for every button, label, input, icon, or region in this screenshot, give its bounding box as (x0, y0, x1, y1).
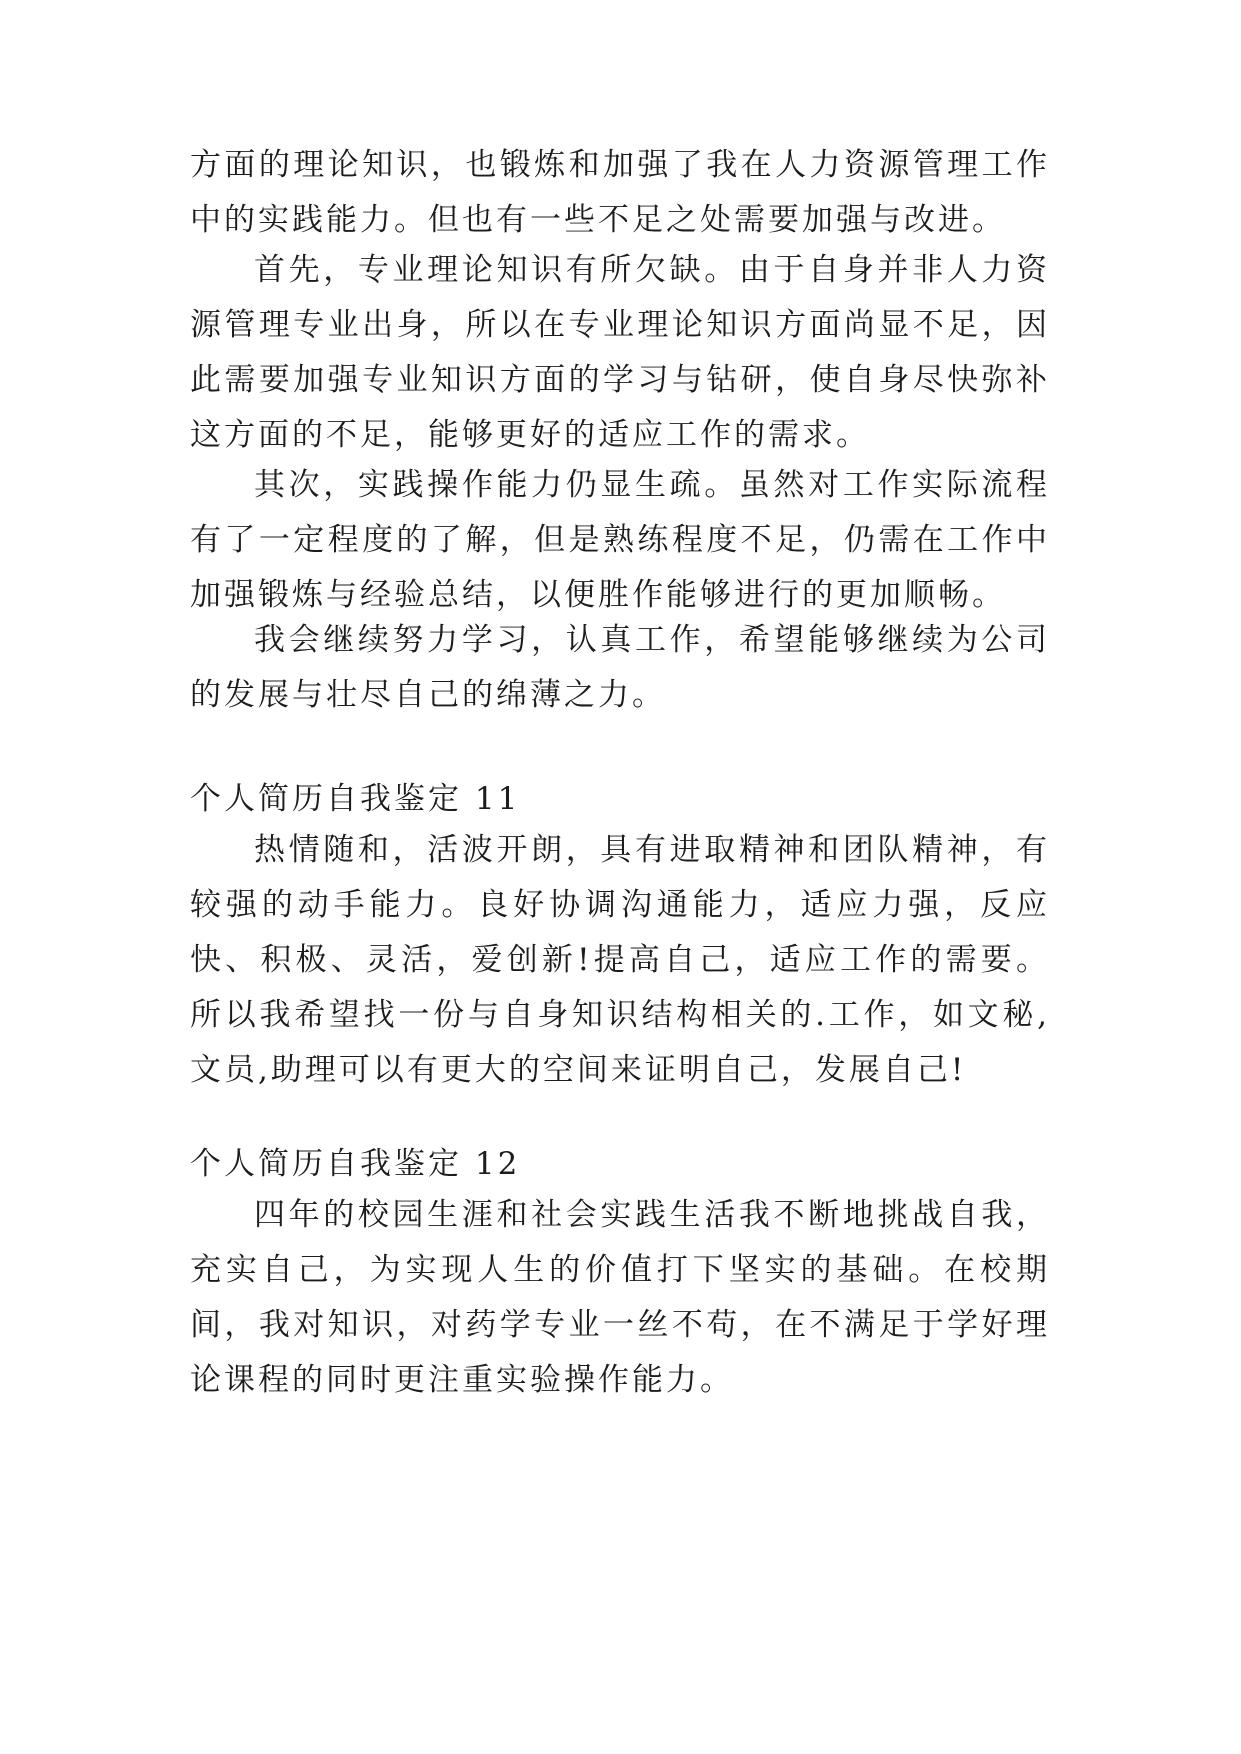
paragraph-continued: 方面的理论知识，也锻炼和加强了我在人力资源管理工作中的实践能力。但也有一些不足之处需要加强与改进。 (190, 147, 1050, 238)
section-12-paragraph: 四年的校园生涯和社会实践生活我不断地挑战自我，充实自己，为实现人生的价值打下坚实的基础。在校期间，我对知识，对药学专业一丝不苟，在不满足于学好理论课程的同时更注重实验操作能力。 (190, 1197, 1050, 1398)
section-heading-12: 个人简历自我鉴定 12 (190, 1146, 521, 1182)
paragraph-closing: 我会继续努力学习，认真工作，希望能够继续为公司的发展与壮尽自己的绵薄之力。 (190, 622, 1050, 713)
section-11-paragraph: 热情随和，活波开朗，具有进取精神和团队精神，有较强的动手能力。良好协调沟通能力，适应力强，反应快、积极、灵活，爱创新!提高自己，适应工作的需要。所以我希望找一份与自身知识结构相关的.工作，如文秘,文员,助理可以有更大的空间来证明自己，发展自己! (190, 832, 1050, 1088)
paragraph-first-point: 首先，专业理论知识有所欠缺。由于自身并非人力资源管理专业出身，所以在专业理论知识方面尚显不足，因此需要加强专业知识方面的学习与钻研，使自身尽快弥补这方面的不足，能够更好的适应工作的需求。 (190, 252, 1050, 453)
section-heading-11: 个人简历自我鉴定 11 (190, 781, 521, 817)
paragraph-second-point: 其次，实践操作能力仍显生疏。虽然对工作实际流程有了一定程度的了解，但是熟练程度不足，仍需在工作中加强锻炼与经验总结，以便胜作能够进行的更加顺畅。 (190, 467, 1050, 613)
